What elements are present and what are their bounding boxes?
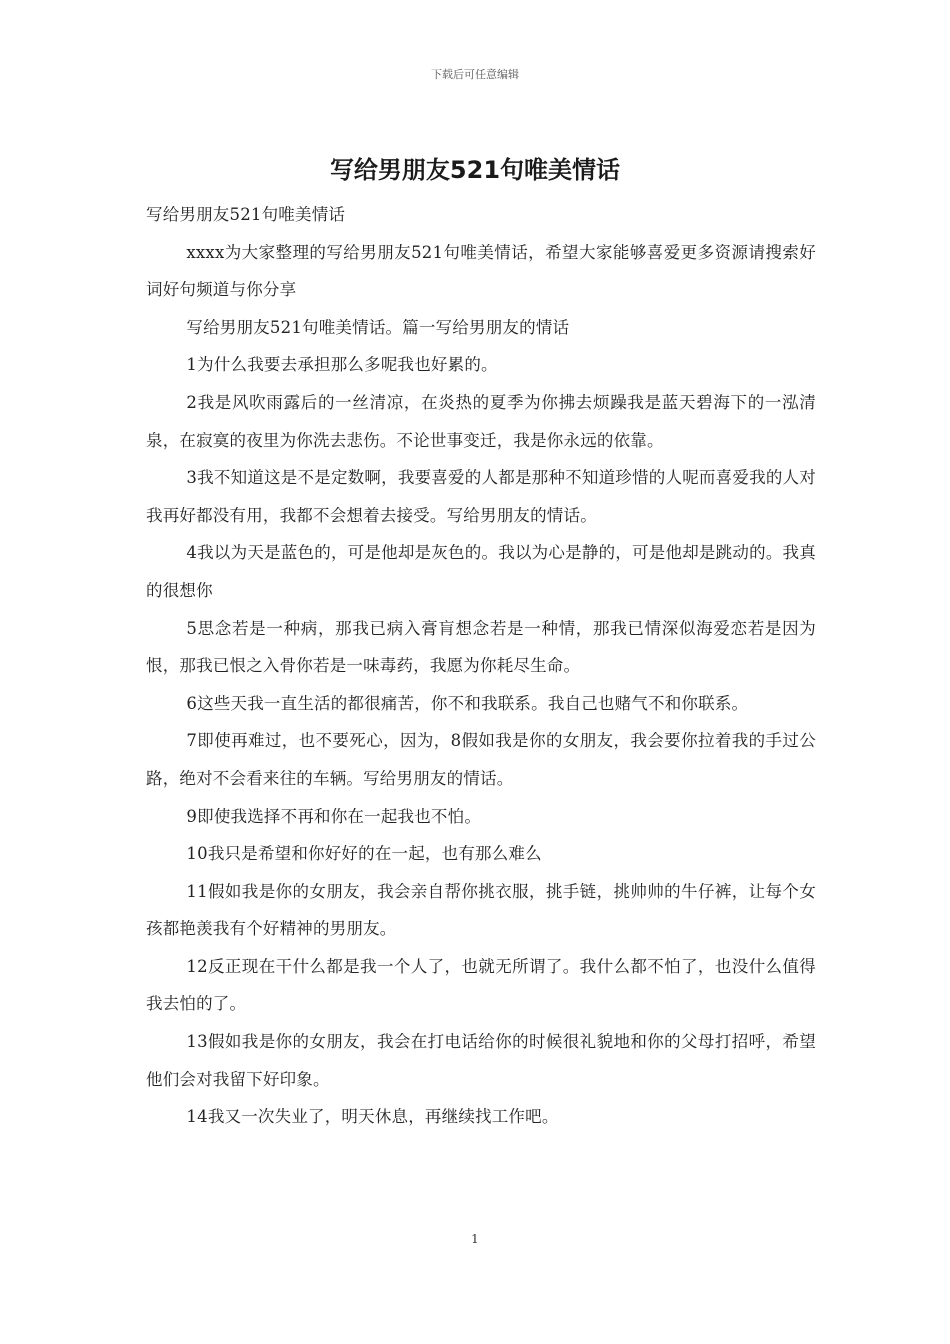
paragraph-section-heading: 写给男朋友521句唯美情话。篇一写给男朋友的情话 [186, 317, 570, 337]
paragraph-item-14: 14我又一次失业了，明天休息，再继续找工作吧。 [186, 1107, 559, 1127]
header-note: 下载后可任意编辑 [431, 68, 519, 81]
paragraph-item-4: 4我以为天是蓝色的，可是他却是灰色的。我以为心是静的，可是他却是跳动的。我真的很想你 [146, 543, 816, 600]
paragraph-intro: xxxx为大家整理的写给男朋友521句唯美情话，希望大家能够喜爱更多资源请搜索好词好句频道与你分享 [146, 242, 816, 300]
paragraph-item-13: 13假如我是你的女朋友，我会在打电话给你的时候很礼貌地和你的父母打招呼，希望他们会对我留下好印象。 [146, 1032, 816, 1089]
document-body [146, 196, 816, 1136]
document-title: 写给男朋友521句唯美情话 [329, 156, 621, 184]
subtitle-line: 写给男朋友521句唯美情话 [146, 205, 346, 224]
paragraph-item-9: 9即使我选择不再和你在一起我也不怕。 [186, 806, 482, 826]
page-number: 1 [471, 1232, 479, 1246]
paragraph-item-12: 12反正现在干什么都是我一个人了，也就无所谓了。我什么都不怕了，也没什么值得我去怕的了。 [146, 956, 816, 1014]
paragraph-item-11: 11假如我是你的女朋友，我会亲自帮你挑衣服，挑手链，挑帅帅的牛仔裤，让每个女孩都艳羡我有个好精神的男朋友。 [146, 881, 816, 939]
paragraph-item-10: 10我只是希望和你好好的在一起，也有那么难么 [186, 844, 542, 864]
paragraph-item-3: 3我不知道这是不是定数啊，我要喜爱的人都是那种不知道珍惜的人呢而喜爱我的人对我再好都没有用，我都不会想着去接受。写给男朋友的情话。 [146, 468, 816, 525]
paragraph-item-1: 1为什么我要去承担那么多呢我也好累的。 [186, 355, 498, 375]
paragraph-item-2: 2我是风吹雨露后的一丝清凉，在炎热的夏季为你拂去烦躁我是蓝天碧海下的一泓清泉，在寂寞的夜里为你洗去悲伤。不论世事变迁，我是你永远的依靠。 [146, 392, 816, 450]
paragraph-item-7-8: 7即使再难过，也不要死心，因为，8假如我是你的女朋友，我会要你拉着我的手过公路，绝对不会看来往的车辆。写给男朋友的情话。 [146, 731, 816, 788]
paragraph-item-5: 5思念若是一种病，那我已病入膏肓想念若是一种情，那我已情深似海爱恋若是因为恨，那我已恨之入骨你若是一味毒药，我愿为你耗尽生命。 [146, 618, 816, 676]
paragraph-item-6: 6这些天我一直生活的都很痛苦，你不和我联系。我自己也赌气不和你联系。 [186, 693, 749, 713]
